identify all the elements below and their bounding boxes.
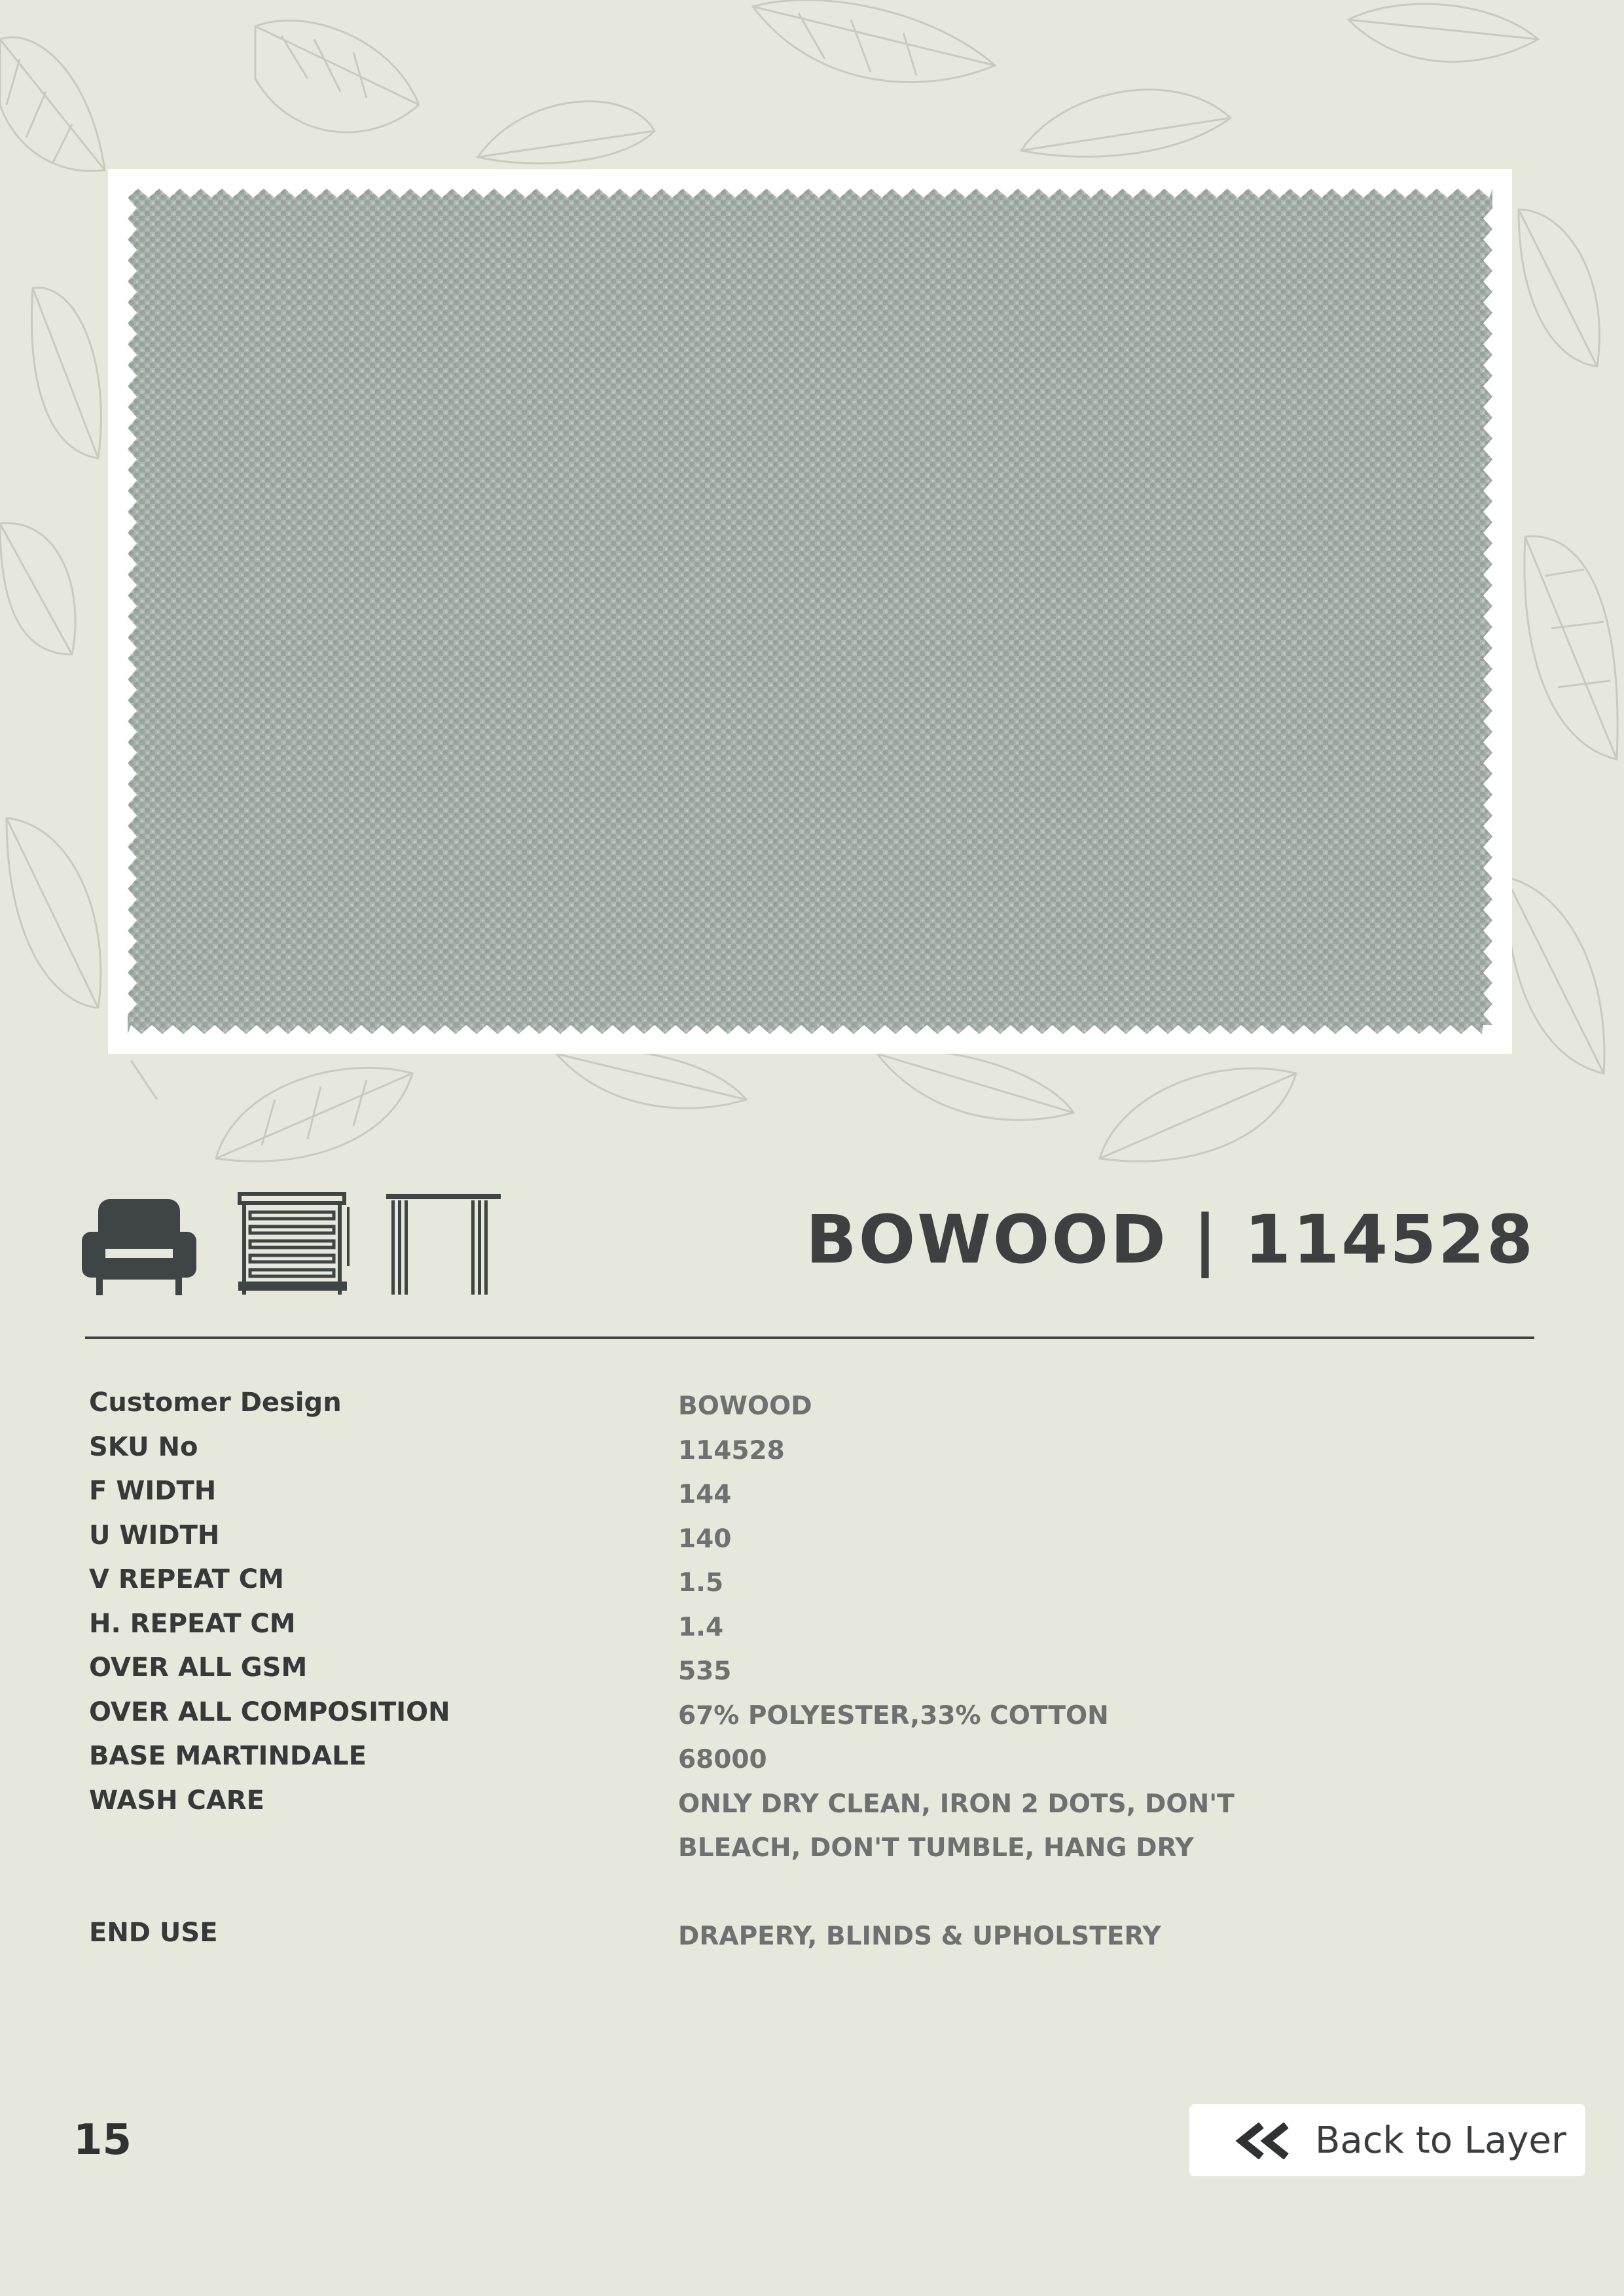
spec-label: OVER ALL COMPOSITION: [89, 1696, 450, 1727]
leaf-icon: [1525, 536, 1617, 759]
spec-label: F WIDTH: [89, 1476, 217, 1506]
leaf-icon: [556, 1050, 746, 1108]
leaf-icon: [1021, 90, 1231, 156]
spec-row: [89, 1649, 1529, 1694]
spec-label: WASH CARE: [89, 1785, 264, 1816]
leaf-icon: [478, 101, 655, 164]
page-number: 15: [73, 2116, 132, 2164]
leaf-icon: [31, 287, 101, 458]
specifications-table: [89, 1384, 1529, 1959]
leaf-icon: [131, 1060, 157, 1100]
spec-row: [89, 1429, 1529, 1473]
double-chevron-left-icon: [1235, 2123, 1294, 2159]
spec-row: [89, 1561, 1529, 1605]
fabric-swatch: [128, 188, 1492, 1034]
spec-value: 144: [678, 1480, 732, 1509]
spec-value: 535: [678, 1657, 732, 1686]
curtain-rod-icon: [386, 1191, 501, 1296]
armchair-icon: [82, 1191, 196, 1296]
spec-value: 114528: [678, 1435, 785, 1465]
leaf-icon: [1100, 1068, 1296, 1161]
spec-label: U WIDTH: [89, 1520, 220, 1551]
spec-row: [89, 1694, 1529, 1738]
spec-label: BASE MARTINDALE: [89, 1741, 367, 1771]
spec-label: SKU No: [89, 1431, 198, 1462]
back-to-layer-label: Back to Layer: [1315, 2119, 1566, 2162]
roller-blind-icon: [236, 1191, 350, 1296]
leaf-icon: [753, 0, 995, 82]
leaf-icon: [1506, 877, 1604, 1073]
spec-spacer: [89, 1871, 1529, 1915]
leaf-icon: [877, 1051, 1074, 1121]
back-to-layer-button[interactable]: [1189, 2104, 1585, 2176]
divider: [85, 1336, 1534, 1339]
leaf-icon: [7, 818, 101, 1008]
spec-row: [89, 1782, 1529, 1871]
fabric-swatch-card: [108, 169, 1512, 1054]
spec-label: Customer Design: [89, 1388, 342, 1418]
spec-label: OVER ALL GSM: [89, 1653, 308, 1683]
spec-row: [89, 1914, 1529, 1959]
spec-value: 67% POLYESTER,33% COTTON: [678, 1700, 1109, 1731]
spec-value: DRAPERY, BLINDS & UPHOLSTERY: [678, 1922, 1161, 1951]
leaf-icon: [255, 20, 419, 132]
leaf-icon: [1348, 4, 1538, 62]
spec-label: END USE: [89, 1918, 218, 1948]
leaf-icon: [0, 523, 75, 655]
spec-row: [89, 1605, 1529, 1650]
leaf-icon: [0, 37, 105, 171]
spec-value: 1.4: [678, 1612, 724, 1642]
spec-value: 140: [678, 1524, 732, 1554]
spec-value: 1.5: [678, 1568, 724, 1598]
spec-row: [89, 1384, 1529, 1429]
spec-row: [89, 1517, 1529, 1562]
spec-value: 68000: [678, 1745, 767, 1774]
leaf-icon: [1519, 209, 1599, 367]
spec-label: H. REPEAT CM: [89, 1608, 296, 1639]
spec-value: ONLY DRY CLEAN, IRON 2 DOTS, DON'T BLEACH, DON'T TUMBLE, HANG DRY: [678, 1789, 1235, 1863]
leaf-icon: [216, 1067, 412, 1161]
fabric-swatch-image: [108, 169, 1512, 1054]
spec-row: [89, 1738, 1529, 1782]
spec-row: [89, 1473, 1529, 1517]
product-title: BOWOOD | 114528: [805, 1201, 1535, 1279]
spec-label: V REPEAT CM: [89, 1564, 284, 1594]
spec-value: BOWOOD: [678, 1391, 812, 1421]
